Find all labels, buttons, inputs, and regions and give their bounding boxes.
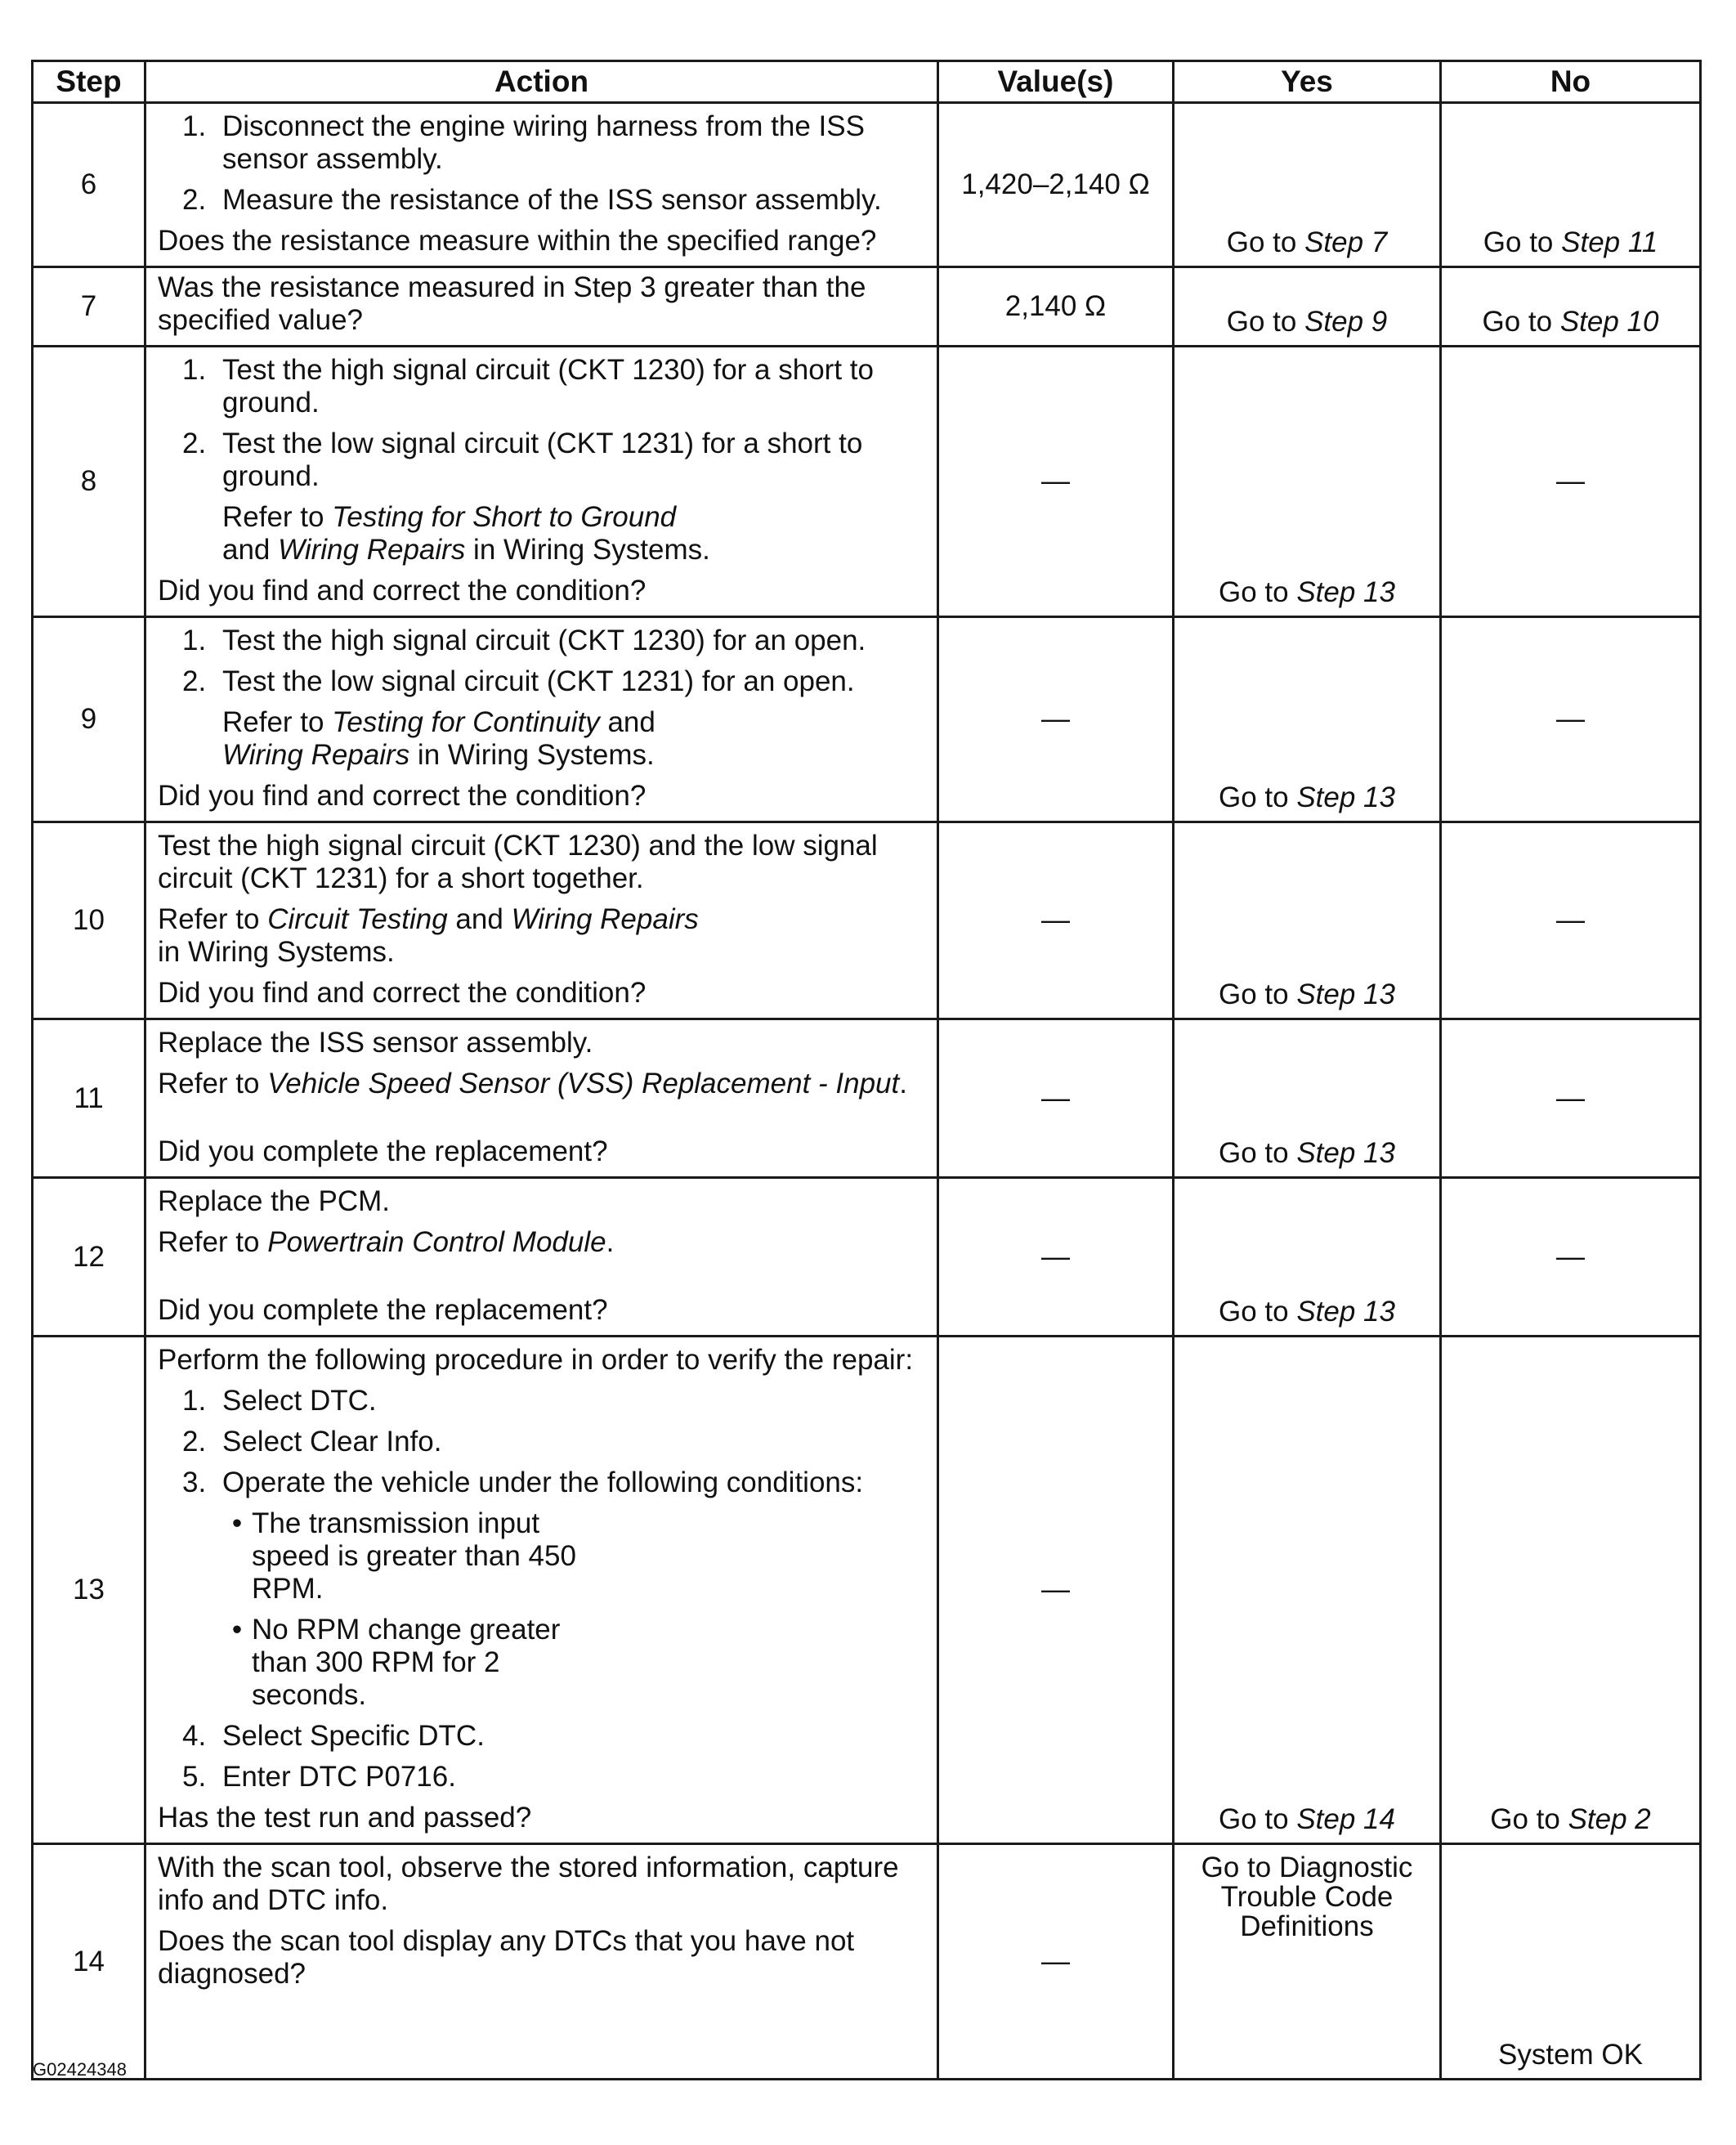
yes-cell — [1174, 822, 1441, 1019]
list-text: Select DTC. — [222, 1385, 377, 1417]
goto-step-link[interactable]: Step 13 — [1296, 576, 1395, 608]
no-goto[interactable] — [1442, 226, 1699, 259]
action-cell — [145, 1019, 938, 1178]
action-text: Replace the ISS sensor assembly. — [158, 1027, 593, 1059]
value-cell: — — [938, 1019, 1174, 1178]
goto-prefix: Go to — [1219, 1803, 1297, 1835]
list-text: Test the low signal circuit (CKT 1231) for a short to ground. — [222, 428, 863, 492]
header-no: No — [1441, 61, 1701, 103]
value-cell: 1,420–2,140 Ω — [938, 103, 1174, 267]
no-cell — [1441, 1178, 1701, 1337]
bullet-text: The transmission input speed is greater than 450 RPM. — [252, 1507, 576, 1605]
ref-prefix: Refer to — [222, 501, 333, 533]
ref-mid: and — [222, 534, 279, 566]
list-text: Test the high signal circuit (CKT 1230) for a short to ground. — [222, 354, 874, 419]
action-question: Did you complete the replacement? — [158, 1294, 608, 1326]
table-row-step-13 — [33, 1337, 1701, 1844]
list-number: 3. — [182, 1467, 207, 1498]
value-cell: — — [938, 1337, 1174, 1844]
goto-step-link[interactable]: Step 13 — [1296, 781, 1395, 813]
ref-link[interactable]: Wiring Repairs — [222, 739, 410, 771]
ref-link[interactable]: Testing for Short to Ground — [332, 501, 677, 533]
list-number: 1. — [182, 625, 207, 656]
header-yes: Yes — [1174, 61, 1441, 103]
yes-cell — [1174, 1844, 1441, 2080]
list-item — [158, 428, 927, 493]
goto-step-link[interactable]: Step 10 — [1559, 306, 1659, 338]
yes-goto[interactable] — [1174, 306, 1439, 338]
list-item — [158, 1761, 927, 1793]
ref-link[interactable]: Powertrain Control Module — [267, 1226, 606, 1258]
list-text: Enter DTC P0716. — [222, 1761, 456, 1793]
action-cell — [145, 347, 938, 617]
goto-step-link[interactable]: Step 9 — [1304, 306, 1388, 338]
yes-cell — [1174, 617, 1441, 822]
yes-cell — [1174, 1178, 1441, 1337]
goto-prefix: Go to — [1226, 306, 1305, 338]
no-cell — [1441, 1019, 1701, 1178]
reference-note — [158, 706, 927, 772]
no-cell — [1441, 1337, 1701, 1844]
list-item — [158, 625, 927, 657]
step-number: 8 — [33, 347, 145, 617]
header-values: Value(s) — [938, 61, 1174, 103]
figure-code: G02424348 — [33, 2059, 127, 2080]
no-cell — [1441, 1844, 1701, 2080]
ref-link[interactable]: Wiring Repairs — [511, 903, 699, 935]
table-row-step-9 — [33, 617, 1701, 822]
action-cell — [145, 103, 938, 267]
step-number: 9 — [33, 617, 145, 822]
table-row-step-6 — [33, 103, 1701, 267]
no-cell — [1441, 347, 1701, 617]
goto-step-link[interactable]: Step 13 — [1296, 1137, 1395, 1169]
list-item — [158, 1385, 927, 1417]
yes-goto[interactable] — [1174, 1137, 1439, 1170]
list-item — [158, 110, 927, 176]
goto-prefix: Go to — [1219, 978, 1297, 1010]
step-number: 14 — [33, 1844, 145, 2080]
ref-link[interactable]: Wiring Repairs — [278, 534, 466, 566]
list-number: 4. — [182, 1720, 207, 1752]
bullet-text: No RPM change greater than 300 RPM for 2 seconds. — [252, 1614, 561, 1711]
step-number: 7 — [33, 267, 145, 347]
no-value: — — [1556, 465, 1585, 497]
value-cell: — — [938, 1844, 1174, 2080]
list-number: 2. — [182, 184, 207, 216]
action-text: Replace the PCM. — [158, 1185, 391, 1217]
reference-note — [158, 1226, 927, 1259]
bullet-dot: • — [231, 1614, 243, 1646]
goto-prefix: Go to — [1490, 1803, 1568, 1835]
list-text: Measure the resistance of the ISS sensor assembly. — [222, 184, 882, 216]
reference-note — [158, 501, 927, 566]
no-goto[interactable] — [1442, 1803, 1699, 1836]
yes-goto[interactable] — [1174, 1296, 1439, 1328]
action-question: Was the resistance measured in Step 3 greater than the specified value? — [158, 271, 866, 336]
list-item — [158, 354, 927, 419]
goto-prefix: Go to — [1219, 781, 1297, 813]
action-question: Did you find and correct the condition? — [158, 780, 647, 812]
table-row-step-10 — [33, 822, 1701, 1019]
goto-step-link[interactable]: Step 13 — [1296, 1296, 1395, 1328]
action-intro: Perform the following procedure in order to verify the repair: — [158, 1344, 914, 1376]
no-cell — [1441, 103, 1701, 267]
no-cell — [1441, 617, 1701, 822]
action-text: Test the high signal circuit (CKT 1230) and the low signal circuit (CKT 1231) for a short together. — [158, 830, 878, 894]
action-cell — [145, 1844, 938, 2080]
goto-prefix: Go to — [1226, 226, 1305, 258]
table-row-step-14 — [33, 1844, 1701, 2080]
action-question: Did you find and correct the condition? — [158, 977, 647, 1009]
list-number: 2. — [182, 428, 207, 459]
yes-goto[interactable]: Go to Diagnostic Trouble Code Definitions — [1201, 1852, 1413, 1942]
list-text: Test the low signal circuit (CKT 1231) for an open. — [222, 665, 855, 697]
table-row-step-12 — [33, 1178, 1701, 1337]
step-number: 6 — [33, 103, 145, 267]
action-cell — [145, 1337, 938, 1844]
action-cell — [145, 822, 938, 1019]
yes-cell — [1174, 347, 1441, 617]
no-value: — — [1556, 703, 1585, 735]
action-question: Does the scan tool display any DTCs that you have not diagnosed? — [158, 1925, 855, 1990]
action-question: Did you find and correct the condition? — [158, 575, 647, 607]
list-number: 2. — [182, 1426, 207, 1458]
table-row-step-7 — [33, 267, 1701, 347]
goto-prefix: Go to — [1482, 306, 1560, 338]
list-number: 1. — [182, 1385, 207, 1417]
yes-cell — [1174, 1019, 1441, 1178]
ref-suffix: . — [606, 1226, 615, 1258]
yes-goto[interactable] — [1174, 576, 1439, 609]
goto-step-link[interactable]: Step 14 — [1296, 1803, 1395, 1835]
ref-suffix: . — [899, 1068, 907, 1099]
value-cell: — — [938, 1178, 1174, 1337]
ref-suffix: in Wiring Systems. — [409, 739, 655, 771]
value-cell: — — [938, 617, 1174, 822]
action-cell — [145, 617, 938, 822]
yes-goto[interactable] — [1174, 1803, 1439, 1836]
list-item — [158, 665, 927, 698]
goto-prefix: Go to — [1219, 1137, 1297, 1169]
goto-step-link[interactable]: Step 11 — [1561, 226, 1658, 258]
reference-note — [158, 903, 927, 969]
ref-prefix: Refer to — [158, 903, 268, 935]
no-result: System OK — [1498, 2039, 1643, 2071]
goto-step-link[interactable]: Step 2 — [1568, 1803, 1651, 1835]
ref-link[interactable]: Vehicle Speed Sensor (VSS) Replacement - Input — [267, 1068, 900, 1099]
list-item — [158, 1720, 927, 1753]
bullet-item — [158, 1614, 927, 1712]
value-cell: 2,140 Ω — [938, 267, 1174, 347]
list-text: Select Specific DTC. — [222, 1720, 485, 1752]
step-number: 12 — [33, 1178, 145, 1337]
no-cell — [1441, 822, 1701, 1019]
ref-prefix: Refer to — [222, 706, 333, 738]
goto-prefix: Go to — [1483, 226, 1562, 258]
bullet-item — [158, 1507, 927, 1605]
step-number: 10 — [33, 822, 145, 1019]
ref-suffix: in Wiring Systems. — [465, 534, 710, 566]
no-value: — — [1556, 1240, 1585, 1273]
list-text: Operate the vehicle under the following conditions: — [222, 1467, 864, 1498]
header-row — [33, 61, 1701, 103]
reference-note — [158, 1068, 927, 1100]
action-text: With the scan tool, observe the stored information, capture info and DTC info. — [158, 1852, 899, 1916]
yes-cell — [1174, 1337, 1441, 1844]
value-cell: — — [938, 347, 1174, 617]
list-number: 2. — [182, 665, 207, 697]
list-item — [158, 184, 927, 217]
action-cell — [145, 267, 938, 347]
ref-prefix: Refer to — [158, 1068, 268, 1099]
bullet-dot: • — [231, 1507, 243, 1539]
goto-step-link[interactable]: Step 7 — [1304, 226, 1388, 258]
ref-mid: and — [599, 706, 655, 738]
action-question: Has the test run and passed? — [158, 1802, 532, 1834]
action-cell — [145, 1178, 938, 1337]
list-item — [158, 1467, 927, 1499]
no-value: — — [1556, 904, 1585, 936]
no-cell — [1441, 267, 1701, 347]
list-number: 1. — [182, 110, 207, 142]
table-row-step-8 — [33, 347, 1701, 617]
list-text: Disconnect the engine wiring harness from the ISS sensor assembly. — [222, 110, 865, 175]
no-goto[interactable] — [1442, 306, 1699, 338]
ref-link[interactable]: Circuit Testing — [267, 903, 448, 935]
no-value: — — [1556, 1081, 1585, 1114]
action-question: Does the resistance measure within the specified range? — [158, 225, 877, 257]
action-question: Did you complete the replacement? — [158, 1135, 608, 1167]
list-item — [158, 1426, 927, 1458]
value-cell: — — [938, 822, 1174, 1019]
ref-suffix: in Wiring Systems. — [158, 936, 395, 968]
diagnostic-table — [31, 60, 1702, 2080]
ref-link[interactable]: Testing for Continuity — [332, 706, 600, 738]
yes-cell — [1174, 103, 1441, 267]
step-number: 11 — [33, 1019, 145, 1178]
step-number: 13 — [33, 1337, 145, 1844]
yes-cell — [1174, 267, 1441, 347]
list-number: 5. — [182, 1761, 207, 1793]
goto-prefix: Go to — [1219, 576, 1297, 608]
list-number: 1. — [182, 354, 207, 386]
ref-mid: and — [447, 903, 512, 935]
table-row-step-11 — [33, 1019, 1701, 1178]
header-action: Action — [145, 61, 938, 103]
yes-goto[interactable] — [1174, 226, 1439, 259]
yes-goto[interactable] — [1174, 978, 1439, 1011]
list-text: Test the high signal circuit (CKT 1230) for an open. — [222, 625, 866, 656]
ref-prefix: Refer to — [158, 1226, 268, 1258]
goto-prefix: Go to — [1219, 1296, 1297, 1328]
goto-step-link[interactable]: Step 13 — [1296, 978, 1395, 1010]
header-step: Step — [33, 61, 145, 103]
list-text: Select Clear Info. — [222, 1426, 442, 1458]
yes-goto[interactable] — [1174, 781, 1439, 814]
